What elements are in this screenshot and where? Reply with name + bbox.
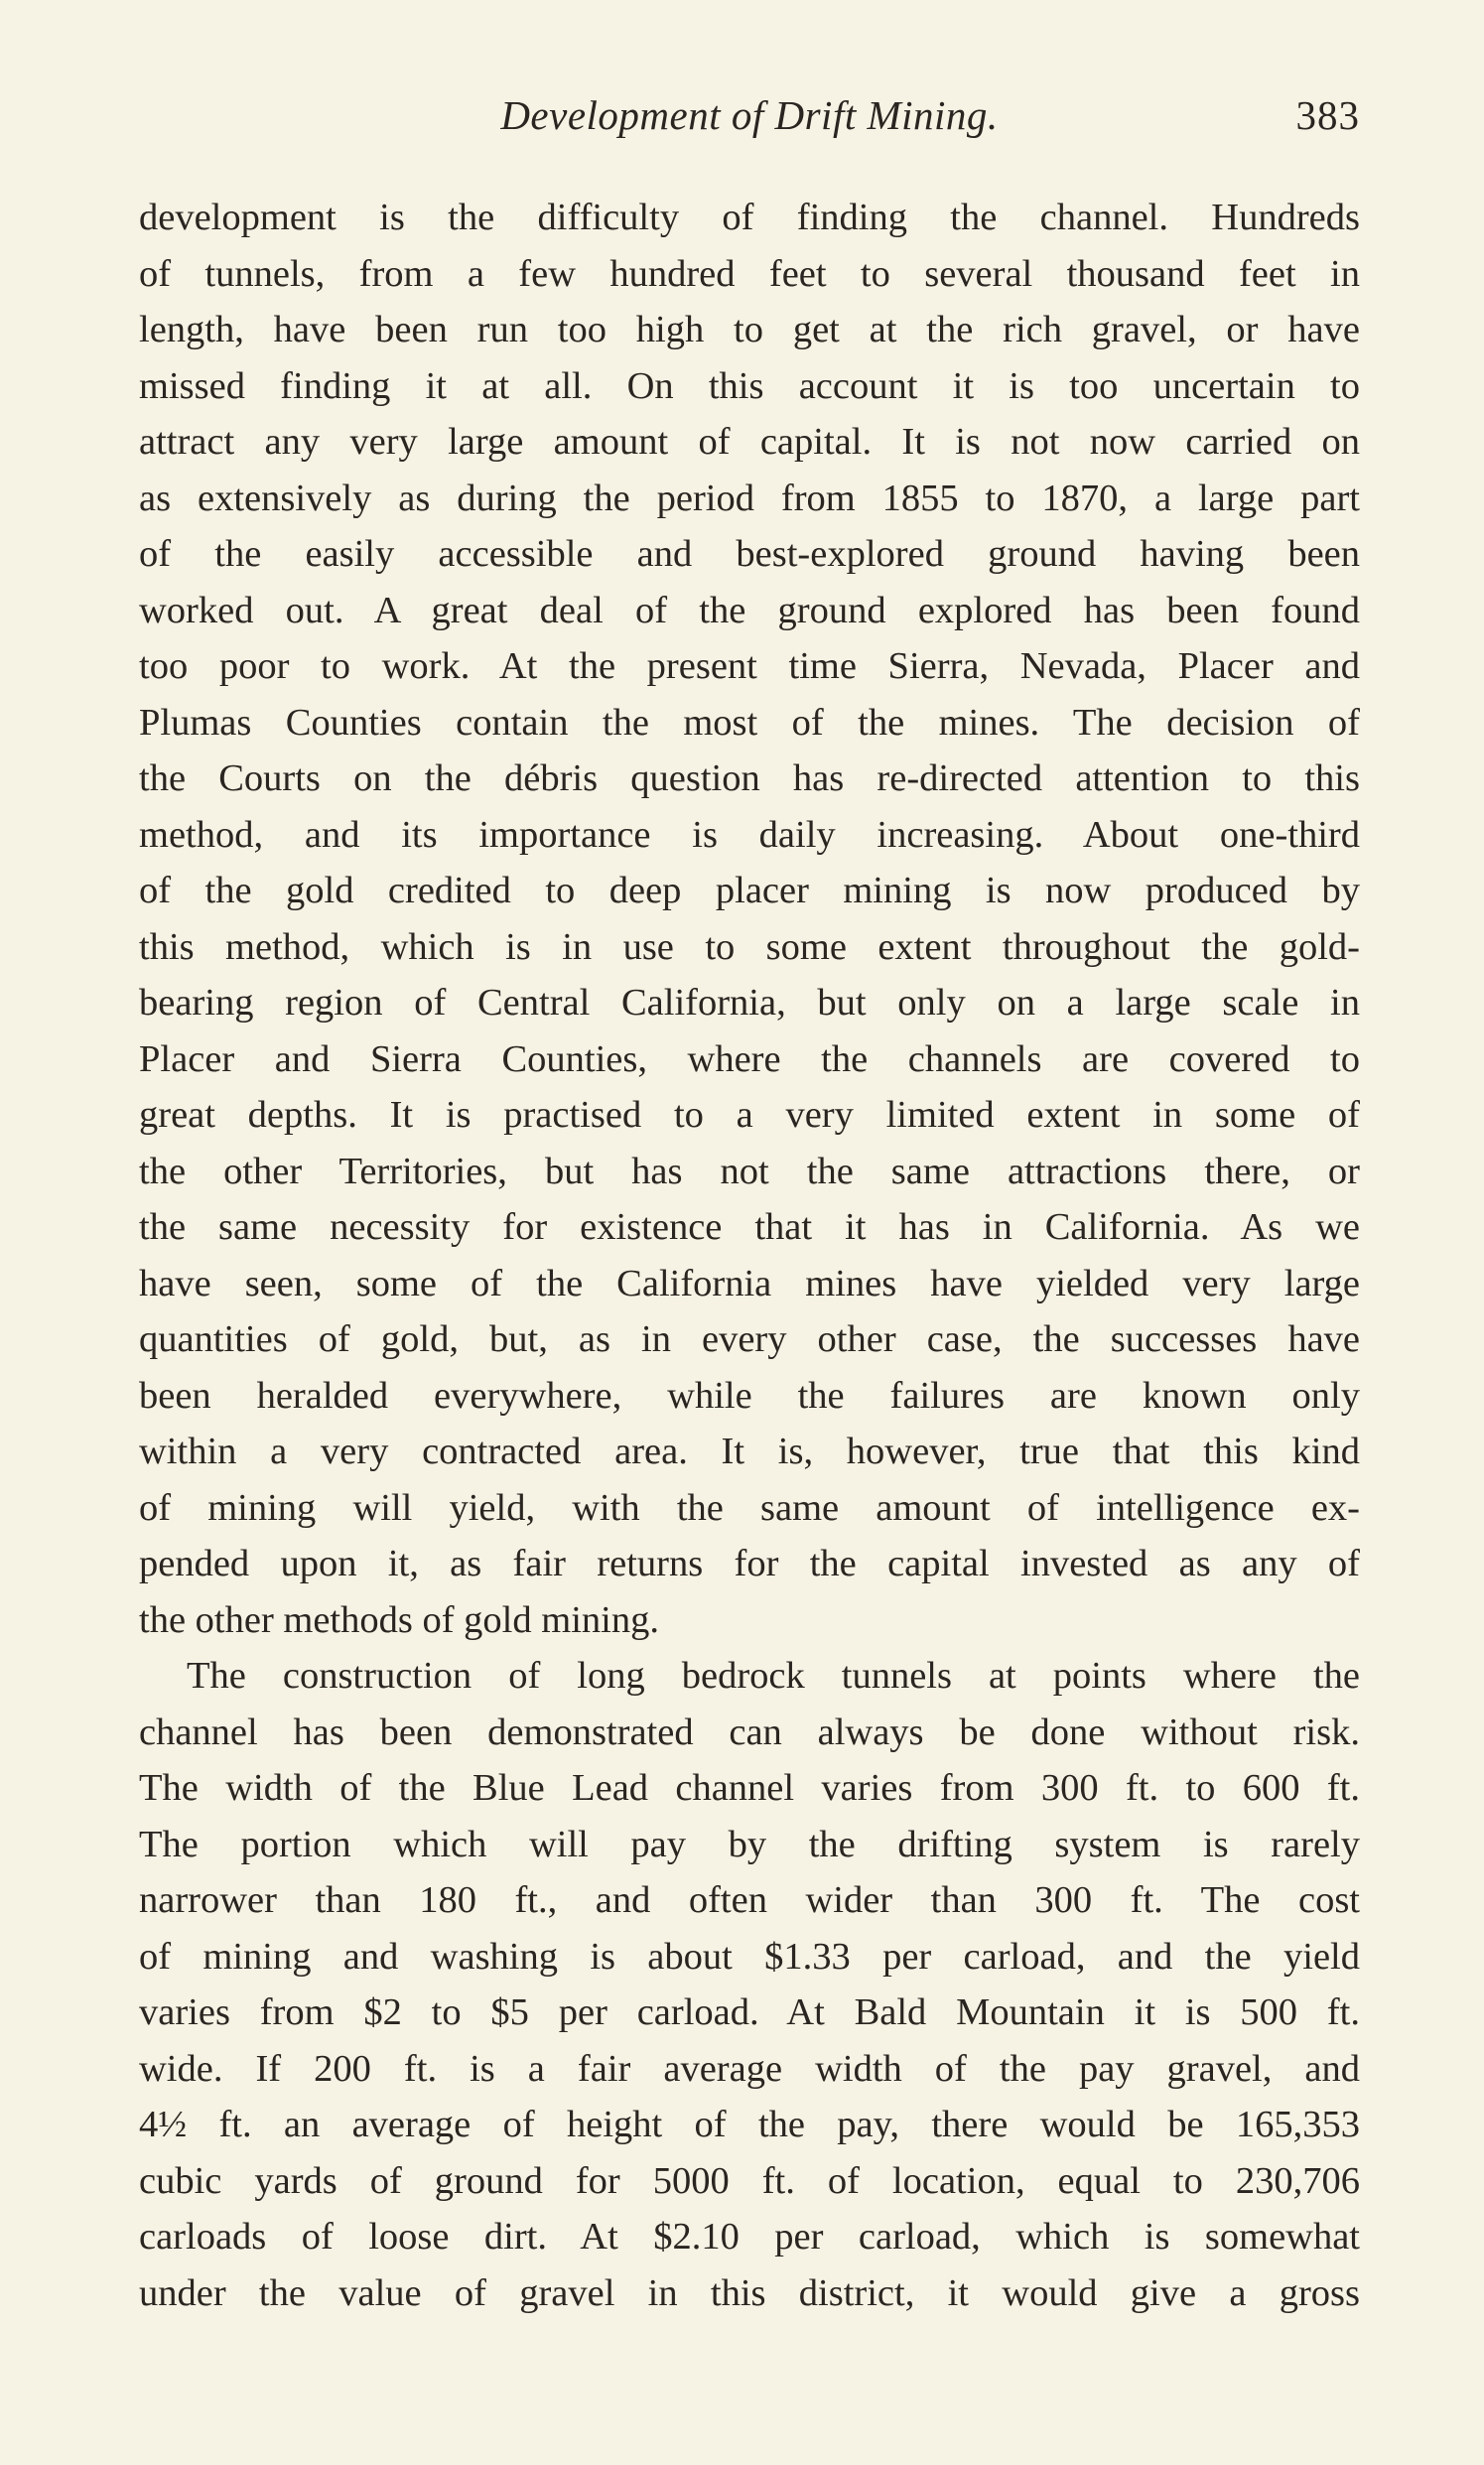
text-line: of mining and washing is about $1.33 per carload, and the yield — [139, 1935, 1360, 1978]
text-line: Placer and Sierra Counties, where the channels are covered to — [139, 1037, 1360, 1080]
running-head — [139, 91, 1360, 151]
text-line: The portion which will pay by the drifting system is rarely — [139, 1823, 1360, 1865]
text-line: The construction of long bedrock tunnels at points where the — [187, 1655, 1360, 1697]
text-line: have seen, some of the California mines have yielded very large — [139, 1262, 1360, 1304]
text-line: carloads of loose dirt. At $2.10 per carload, which is somewhat — [139, 2216, 1360, 2258]
text-line: worked out. A great deal of the ground explored has been found — [139, 589, 1360, 631]
text-line: varies from $2 to $5 per carload. At Bald Mountain it is 500 ft. — [139, 1991, 1360, 2033]
text-line: of the easily accessible and best-explored ground having been — [139, 533, 1360, 575]
paragraph-1 — [139, 190, 1360, 1648]
text-line: this method, which is in use to some extent throughout the gold- — [139, 925, 1360, 968]
text-line: of the gold credited to deep placer mining is now produced by — [139, 870, 1360, 911]
text-line: great depths. It is practised to a very limited extent in some of — [139, 1094, 1360, 1136]
text-line: too poor to work. At the present time Sierra, Nevada, Placer and — [139, 645, 1360, 687]
text-line: the same necessity for existence that it has in California. As we — [139, 1206, 1360, 1248]
text-line: within a very contracted area. It is, however, true that this kind — [139, 1431, 1360, 1472]
text-line: length, have been run too high to get at the rich gravel, or have — [139, 309, 1360, 350]
paragraph-2 — [139, 1648, 1360, 2321]
text-line: of mining will yield, with the same amount of intelligence ex- — [139, 1486, 1360, 1529]
text-line: quantities of gold, but, as in every other case, the successes have — [139, 1318, 1360, 1360]
text-line: wide. If 200 ft. is a fair average width of the pay gravel, and — [139, 2047, 1360, 2090]
text-line: been heralded everywhere, while the failures are known only — [139, 1374, 1360, 1417]
body-text — [139, 190, 1360, 2321]
text-line: cubic yards of ground for 5000 ft. of location, equal to 230,706 — [139, 2159, 1360, 2202]
page-number: 383 — [1295, 92, 1360, 138]
text-line: the other Territories, but has not the same attractions there, or — [139, 1150, 1360, 1192]
running-title: Development of Drift Mining. — [500, 92, 999, 138]
text-line: missed finding it at all. On this account it is too uncertain to — [139, 364, 1360, 407]
text-line: bearing region of Central California, but only on a large scale in — [139, 982, 1360, 1024]
text-line: as extensively as during the period from 1855 to 1870, a large part — [139, 477, 1360, 519]
text-line: development is the difficulty of finding the channel. Hundreds — [139, 197, 1360, 238]
text-line: channel has been demonstrated can always be done without risk. — [139, 1711, 1360, 1753]
text-line: the other methods of gold mining. — [139, 1598, 659, 1641]
text-line: The width of the Blue Lead channel varies from 300 ft. to 600 ft. — [139, 1767, 1360, 1809]
text-line: of tunnels, from a few hundred feet to several thousand feet in — [139, 252, 1360, 295]
text-line: attract any very large amount of capital. It is not now carried on — [139, 421, 1360, 463]
text-line: narrower than 180 ft., and often wider than 300 ft. The cost — [139, 1879, 1360, 1921]
text-line: method, and its importance is daily increasing. About one-third — [139, 813, 1360, 856]
text-line: under the value of gravel in this district, it would give a gross — [139, 2271, 1360, 2314]
text-line: Plumas Counties contain the most of the mines. The decision of — [139, 701, 1360, 744]
text-line: pended upon it, as fair returns for the capital invested as any of — [139, 1543, 1360, 1584]
text-line: 4½ ft. an average of height of the pay, there would be 165,353 — [139, 2104, 1360, 2145]
text-line: the Courts on the débris question has re-directed attention to this — [139, 757, 1360, 799]
